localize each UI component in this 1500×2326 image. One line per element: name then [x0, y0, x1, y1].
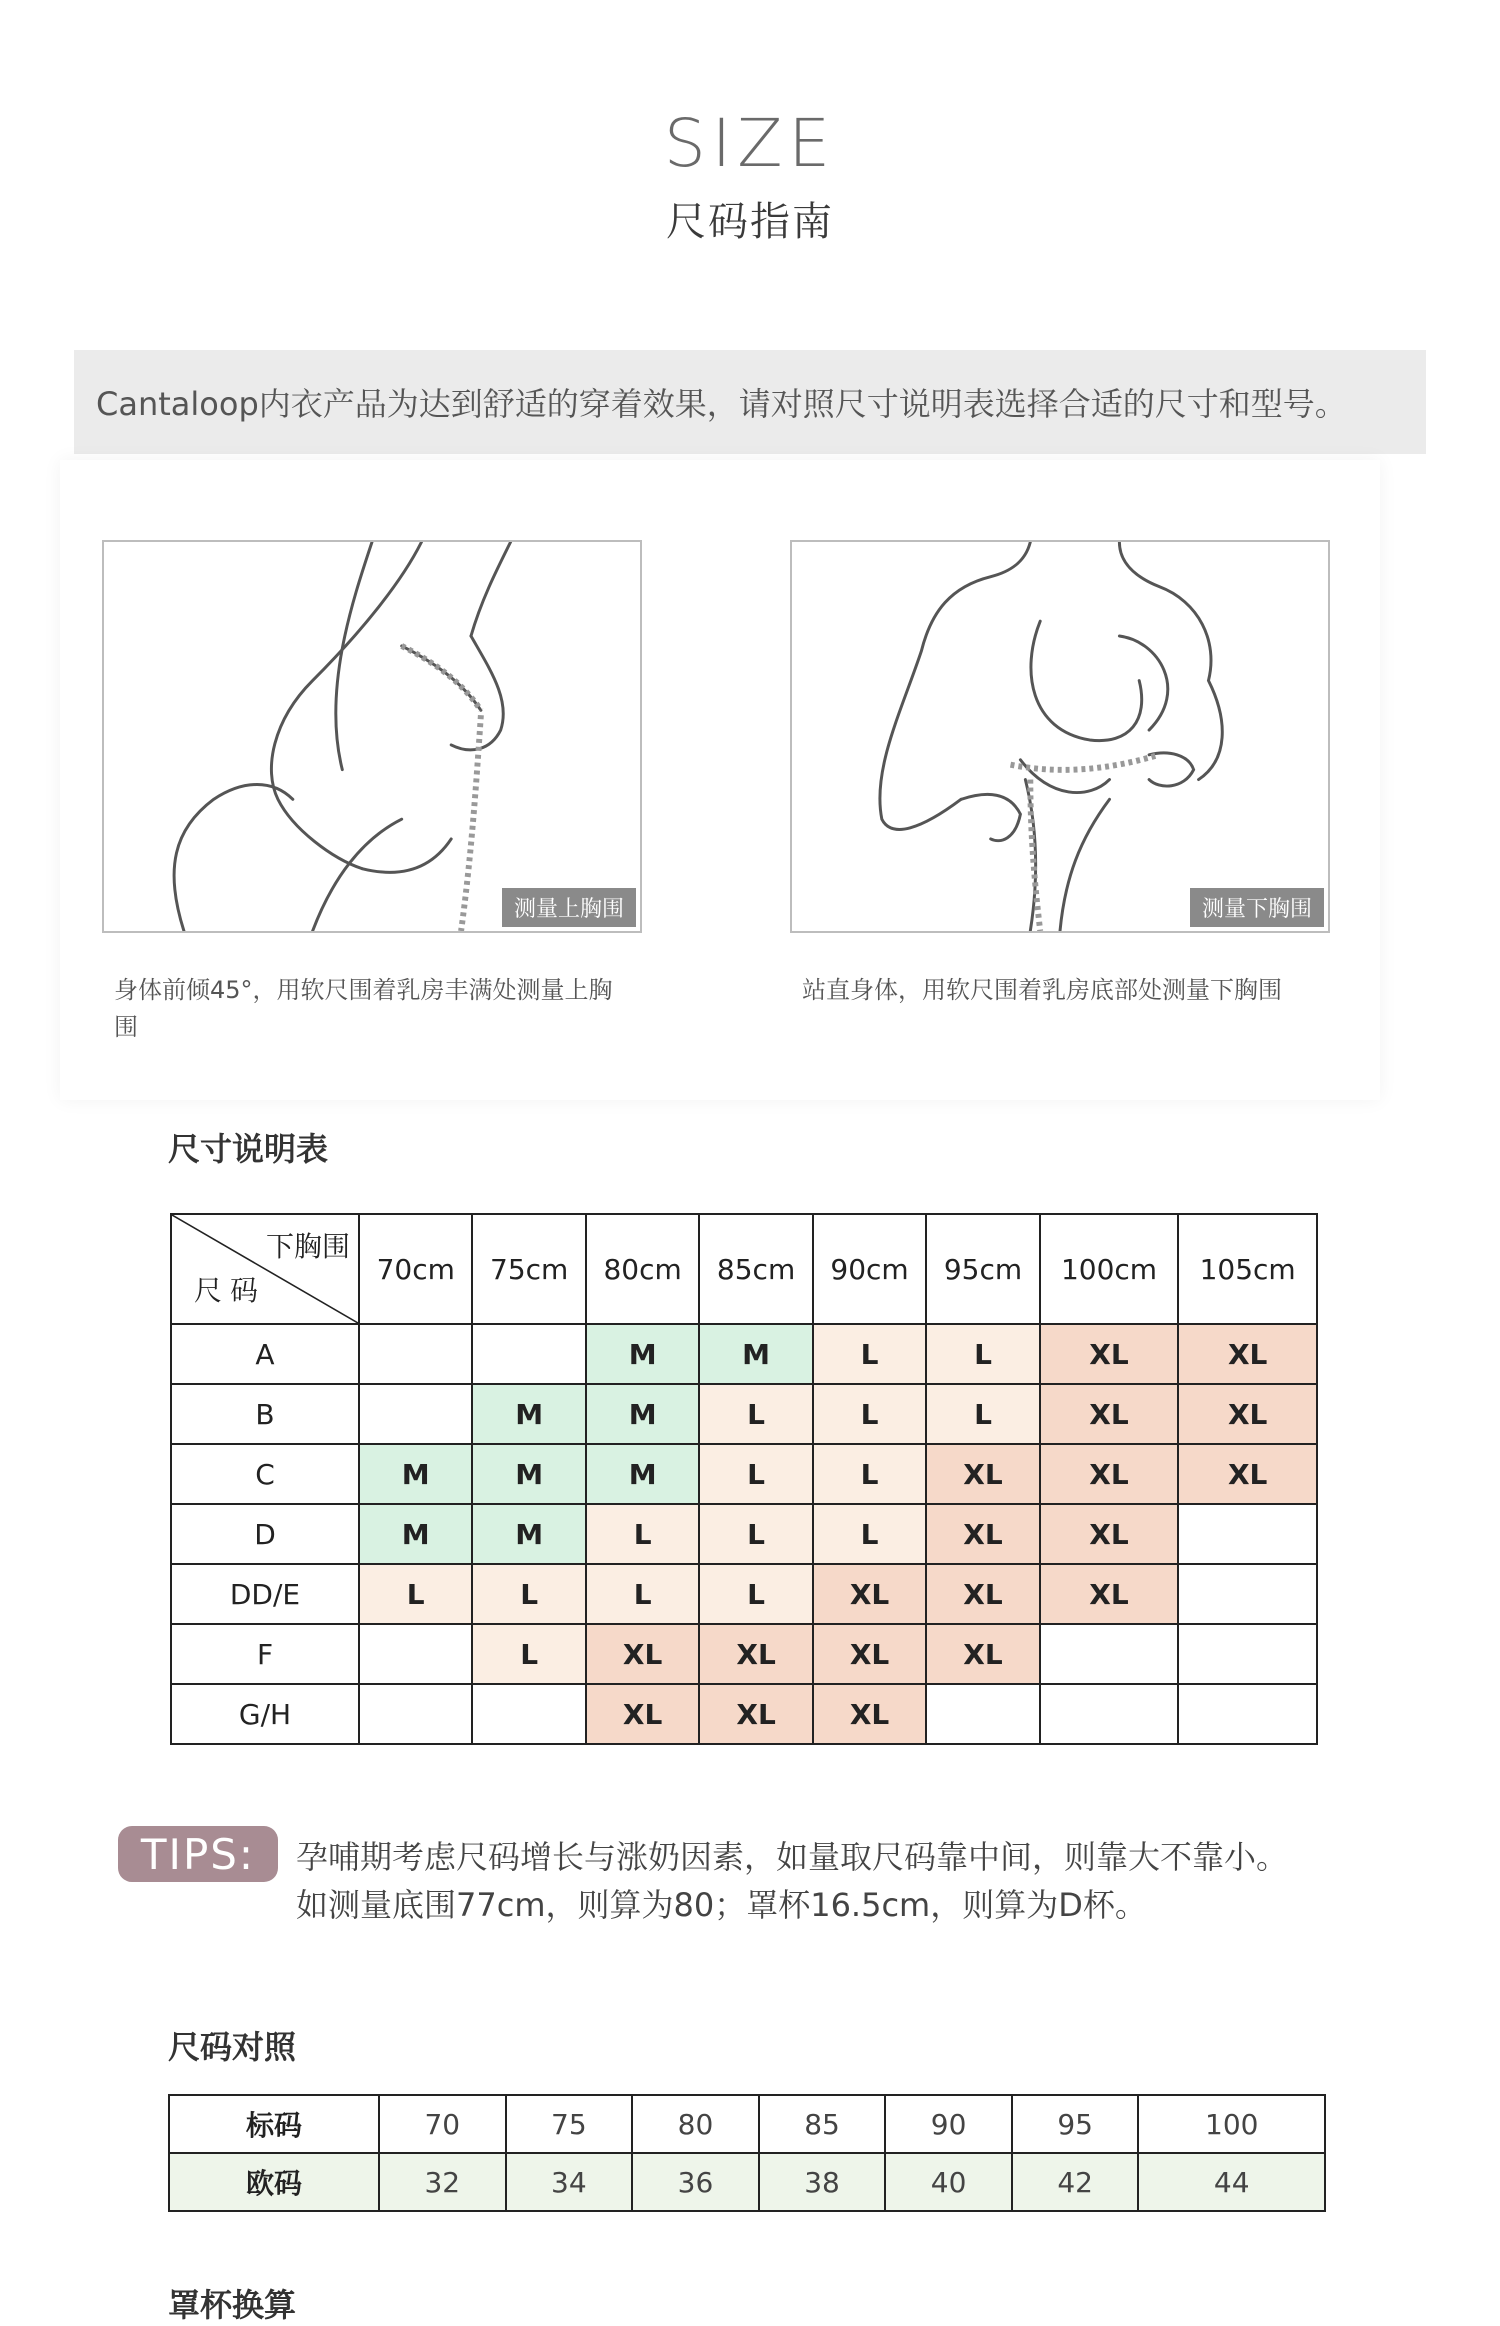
table-row	[171, 1384, 1317, 1444]
conversion-cell: 100	[1138, 2095, 1325, 2153]
size-cell: XL	[1040, 1564, 1179, 1624]
size-cell: L	[586, 1504, 699, 1564]
column-header: 70cm	[359, 1214, 472, 1324]
size-cell	[1178, 1624, 1317, 1684]
conversion-cell: 80	[632, 2095, 759, 2153]
upper-bust-figure-drawing	[104, 542, 640, 931]
column-header: 75cm	[472, 1214, 585, 1324]
under-bust-caption: 站直身体，用软尺围着乳房底部处测量下胸围	[802, 976, 1282, 1004]
page-title-en: SIZE	[663, 105, 837, 182]
size-cell: L	[359, 1564, 472, 1624]
size-cell	[359, 1324, 472, 1384]
cup-label: DD/E	[171, 1564, 359, 1624]
size-cell: L	[699, 1384, 812, 1444]
table-row	[171, 1324, 1317, 1384]
size-cell: XL	[1178, 1324, 1317, 1384]
table-row	[171, 1564, 1317, 1624]
size-chart-title: 尺寸说明表	[168, 1130, 329, 1168]
size-cell: XL	[813, 1564, 926, 1624]
cup-label: A	[171, 1324, 359, 1384]
size-chart-corner	[171, 1214, 359, 1324]
table-row	[171, 1444, 1317, 1504]
conversion-row-label: 标码	[169, 2095, 379, 2153]
conversion-cell: 40	[885, 2153, 1012, 2211]
column-header: 80cm	[586, 1214, 699, 1324]
cup-label: G/H	[171, 1684, 359, 1744]
upper-bust-tag: 测量上胸围	[502, 888, 636, 927]
column-header: 90cm	[813, 1214, 926, 1324]
size-cell: XL	[699, 1624, 812, 1684]
size-cell: M	[472, 1504, 585, 1564]
table-row	[171, 1624, 1317, 1684]
column-header: 105cm	[1178, 1214, 1317, 1324]
size-cell: L	[586, 1564, 699, 1624]
upper-bust-illustration	[102, 540, 642, 933]
size-cell: XL	[1040, 1384, 1179, 1444]
size-cell: L	[472, 1564, 585, 1624]
size-cell: XL	[813, 1684, 926, 1744]
size-cell: L	[813, 1504, 926, 1564]
cup-label: B	[171, 1384, 359, 1444]
size-cell: L	[813, 1324, 926, 1384]
cup-title: 罩杯换算	[168, 2286, 297, 2324]
size-cell: XL	[586, 1624, 699, 1684]
conversion-cell: 90	[885, 2095, 1012, 2153]
under-bust-illustration	[790, 540, 1330, 933]
table-row	[169, 2095, 1325, 2153]
column-header: 95cm	[926, 1214, 1039, 1324]
cup-label: D	[171, 1504, 359, 1564]
size-cell: XL	[926, 1624, 1039, 1684]
conversion-cell: 44	[1138, 2153, 1325, 2211]
size-cell: M	[472, 1444, 585, 1504]
size-cell: XL	[1178, 1444, 1317, 1504]
size-cell: XL	[1040, 1324, 1179, 1384]
size-cell	[1178, 1684, 1317, 1744]
intro-banner	[74, 350, 1426, 454]
table-row	[171, 1504, 1317, 1564]
corner-label-size: 尺码	[194, 1274, 267, 1307]
column-header: 100cm	[1040, 1214, 1179, 1324]
size-cell: M	[359, 1504, 472, 1564]
under-bust-tag: 测量下胸围	[1190, 888, 1324, 927]
size-cell	[359, 1624, 472, 1684]
tips-line-1: 孕哺期考虑尺码增长与涨奶因素，如量取尺码靠中间，则靠大不靠小。	[296, 1838, 1289, 1876]
size-cell	[359, 1684, 472, 1744]
conversion-title: 尺码对照	[168, 2028, 297, 2066]
size-cell: XL	[813, 1624, 926, 1684]
size-cell: M	[699, 1324, 812, 1384]
size-cell: XL	[699, 1684, 812, 1744]
intro-text: Cantaloop内衣产品为达到舒适的穿着效果，请对照尺寸说明表选择合适的尺寸和型号。	[96, 385, 1347, 423]
size-cell: M	[586, 1324, 699, 1384]
size-cell: XL	[1040, 1504, 1179, 1564]
size-cell	[1178, 1564, 1317, 1624]
size-cell: L	[699, 1444, 812, 1504]
size-cell: XL	[1178, 1384, 1317, 1444]
size-cell: L	[472, 1624, 585, 1684]
conversion-cell: 42	[1012, 2153, 1139, 2211]
size-cell	[1040, 1684, 1179, 1744]
size-chart-header-row	[171, 1214, 1317, 1324]
size-cell: XL	[926, 1444, 1039, 1504]
size-cell: M	[472, 1384, 585, 1444]
under-bust-figure-drawing	[792, 542, 1328, 931]
size-cell: XL	[1040, 1444, 1179, 1504]
size-chart-table	[170, 1213, 1318, 1745]
size-cell: L	[813, 1444, 926, 1504]
size-cell: L	[926, 1324, 1039, 1384]
conversion-cell: 32	[379, 2153, 506, 2211]
tips-line-2: 如测量底围77cm，则算为80；罩杯16.5cm，则算为D杯。	[296, 1886, 1147, 1924]
size-cell	[1040, 1624, 1179, 1684]
table-row	[169, 2153, 1325, 2211]
conversion-row-label: 欧码	[169, 2153, 379, 2211]
size-cell	[926, 1684, 1039, 1744]
corner-label-underbust: 下胸围	[265, 1230, 350, 1263]
conversion-table	[168, 2094, 1326, 2212]
size-cell: L	[699, 1564, 812, 1624]
conversion-cell: 75	[506, 2095, 633, 2153]
size-cell: XL	[926, 1564, 1039, 1624]
tips-badge: TIPS:	[118, 1826, 278, 1882]
conversion-cell: 95	[1012, 2095, 1139, 2153]
measure-panel	[60, 460, 1380, 1100]
size-cell: L	[926, 1384, 1039, 1444]
size-cell: M	[359, 1444, 472, 1504]
size-cell	[1178, 1504, 1317, 1564]
size-cell: M	[586, 1384, 699, 1444]
size-cell: XL	[926, 1504, 1039, 1564]
cup-label: C	[171, 1444, 359, 1504]
size-cell	[472, 1684, 585, 1744]
page-title-cn: 尺码指南	[666, 199, 834, 245]
upper-bust-caption: 身体前倾45°，用软尺围着乳房丰满处测量上胸围	[114, 976, 613, 1042]
size-cell: L	[813, 1384, 926, 1444]
table-row	[171, 1684, 1317, 1744]
size-cell: L	[699, 1504, 812, 1564]
conversion-cell: 70	[379, 2095, 506, 2153]
size-cell	[472, 1324, 585, 1384]
size-cell	[359, 1384, 472, 1444]
conversion-cell: 36	[632, 2153, 759, 2211]
conversion-cell: 34	[506, 2153, 633, 2211]
size-cell: XL	[586, 1684, 699, 1744]
conversion-cell: 85	[759, 2095, 886, 2153]
size-cell: M	[586, 1444, 699, 1504]
conversion-cell: 38	[759, 2153, 886, 2211]
column-header: 85cm	[699, 1214, 812, 1324]
cup-label: F	[171, 1624, 359, 1684]
